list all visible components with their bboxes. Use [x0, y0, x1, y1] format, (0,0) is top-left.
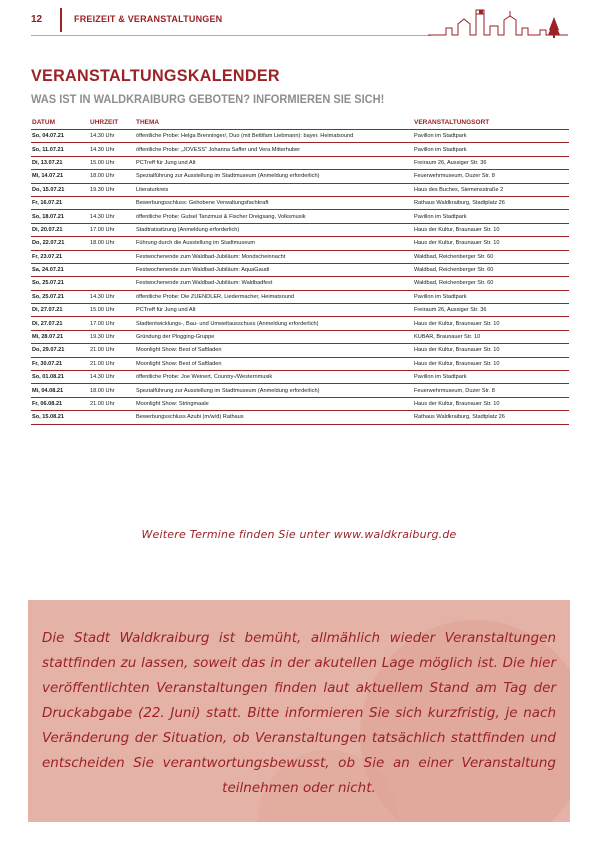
cell-location: Rathaus Waldkraiburg, Stadtplatz 26 [413, 196, 569, 209]
cell-date: So, 18.07.21 [31, 210, 89, 223]
table-row [31, 210, 569, 223]
cell-thema: Gründung der Plogging-Gruppe [135, 330, 413, 343]
cell-time: 15.00 Uhr [89, 304, 135, 317]
table-row [31, 277, 569, 290]
cell-date: Fr, 16.07.21 [31, 196, 89, 209]
cell-time [89, 411, 135, 424]
cell-thema: Stadtentwicklungs-, Bau- und Umweltausschuss (Anmeldung erforderlich) [135, 317, 413, 330]
cell-thema: Moonlight Show: Best of Saftladen [135, 344, 413, 357]
table-row [31, 143, 569, 156]
cell-date: Fr, 23.07.21 [31, 250, 89, 263]
table-row [31, 237, 569, 250]
cell-time: 14.30 Uhr [89, 143, 135, 156]
cell-location: Haus des Buches, Siemensstraße 2 [413, 183, 569, 196]
cell-time: 17.00 Uhr [89, 223, 135, 236]
header-uhrzeit: UHRZEIT [89, 117, 135, 130]
cell-thema: Moonlight Show: Stringmaale [135, 397, 413, 410]
cell-time: 14.30 Uhr [89, 210, 135, 223]
cell-date: Di, 20.07.21 [31, 223, 89, 236]
page-header [0, 0, 598, 40]
cell-location: Rathaus Waldkraiburg, Stadtplatz 26 [413, 411, 569, 424]
table-row [31, 344, 569, 357]
header-divider [60, 8, 62, 32]
cell-time: 14.30 Uhr [89, 130, 135, 143]
cell-thema: Festwochenende zum Waldbad-Jubiläum: AquaGaudi [135, 263, 413, 276]
table-row [31, 397, 569, 410]
cell-location: Haus der Kultur, Braunauer Str. 10 [413, 223, 569, 236]
cell-location: Feuerwehrmuseum, Duzer Str. 8 [413, 384, 569, 397]
cell-time: 21.00 Uhr [89, 344, 135, 357]
table-row [31, 156, 569, 169]
cell-thema: Spezialführung zur Ausstellung im Stadtmuseum (Anmeldung erforderlich) [135, 170, 413, 183]
cell-time [89, 263, 135, 276]
more-info-text: Weitere Termine finden Sie unter www.waldkraiburg.de [141, 528, 457, 541]
table-row [31, 183, 569, 196]
cell-location: Pavillon im Stadtpark [413, 290, 569, 303]
cell-thema: Festwochenende zum Waldbad-Jubiläum: Waldbadfest [135, 277, 413, 290]
table-row [31, 371, 569, 384]
section-title: FREIZEIT & VERANSTALTUNGEN [74, 14, 223, 24]
cell-date: Di, 13.07.21 [31, 156, 89, 169]
cell-location: Pavillon im Stadtpark [413, 371, 569, 384]
cell-date: Fr, 30.07.21 [31, 357, 89, 370]
cell-location: Feuerwehrmuseum, Duzer Str. 8 [413, 170, 569, 183]
cell-thema: Stadtratssitzung (Anmeldung erforderlich) [135, 223, 413, 236]
cell-location: Haus der Kultur, Braunauer Str. 10 [413, 317, 569, 330]
cell-date: So, 25.07.21 [31, 290, 89, 303]
cell-thema: Moonlight Show: Best of Saftladen [135, 357, 413, 370]
table-row [31, 411, 569, 424]
cell-location: Haus der Kultur, Braunauer Str. 10 [413, 357, 569, 370]
cell-date: Di, 27.07.21 [31, 304, 89, 317]
cell-thema: Literaturkreis [135, 183, 413, 196]
cell-time: 14.30 Uhr [89, 290, 135, 303]
cell-thema: Bewerbungsschluss: Gehobene Verwaltungsfachkraft [135, 196, 413, 209]
cell-thema: öffentliche Probe: Die ZUENDLER, Liedermacher, Heimatsound [135, 290, 413, 303]
cell-time: 19.30 Uhr [89, 183, 135, 196]
cell-date: Mi, 04.08.21 [31, 384, 89, 397]
cell-thema: öffentliche Probe: Gutsel Tanzmusi & Fischer Dreigsang, Volksmusik [135, 210, 413, 223]
cell-location: Freiraum 26, Aussiger Str. 36 [413, 156, 569, 169]
cell-time: 21.00 Uhr [89, 357, 135, 370]
cell-time: 17.00 Uhr [89, 317, 135, 330]
cell-location: Pavillon im Stadtpark [413, 210, 569, 223]
table-row [31, 330, 569, 343]
cell-thema: PCTreff für Jung und Alt [135, 156, 413, 169]
cell-location: Waldbad, Reichenberger Str. 60 [413, 250, 569, 263]
events-table [31, 117, 569, 425]
page-title: VERANSTALTUNGSKALENDER [31, 66, 280, 85]
cell-time: 21.00 Uhr [89, 397, 135, 410]
cell-date: Fr, 06.08.21 [31, 397, 89, 410]
notice-box [28, 600, 570, 822]
cell-thema: Führung durch die Ausstellung im Stadtmuseum [135, 237, 413, 250]
cell-date: Do, 22.07.21 [31, 237, 89, 250]
table-row [31, 384, 569, 397]
cell-location: KUBAR, Braunauer Str. 10 [413, 330, 569, 343]
cell-date: Mi, 28.07.21 [31, 330, 89, 343]
table-row [31, 304, 569, 317]
cell-time: 19.30 Uhr [89, 330, 135, 343]
header-rule [31, 35, 431, 36]
cell-date: So, 04.07.21 [31, 130, 89, 143]
cell-location: Haus der Kultur, Braunauer Str. 10 [413, 397, 569, 410]
cell-time: 18.00 Uhr [89, 237, 135, 250]
cell-time [89, 250, 135, 263]
notice-text: Die Stadt Waldkraiburg ist bemüht, allmählich wieder Veranstaltungen stattfinden zu lassen, soweit das in der akutellen Lage möglich ist. Die hier veröffentlichten Veranstaltungen finden laut aktuellem Stand am Tag der Druckabgabe (22. Juni) statt. Bitte informieren Sie sich kurzfristig, je nach Veränderung der Situation, ob Veranstaltungen tatsächlich stattfinden und entscheiden Sie verantwortungsbewusst, ob Sie an einer Veranstaltung teilnehmen oder nicht. [42, 630, 556, 796]
cell-location: Pavillon im Stadtpark [413, 130, 569, 143]
cell-location: Haus der Kultur, Braunauer Str. 10 [413, 344, 569, 357]
cell-date: So, 01.08.21 [31, 371, 89, 384]
cell-thema: öffentliche Probe: „JOVESS" Johanna Saffer und Vera Mitterhuber [135, 143, 413, 156]
cell-date: Di, 27.07.21 [31, 317, 89, 330]
table-row [31, 170, 569, 183]
cell-thema: Festwochenende zum Waldbad-Jubiläum: Mondscheinnacht [135, 250, 413, 263]
cell-thema: Bewerbungsschluss Azubi (m/w/d) Rathaus [135, 411, 413, 424]
cell-date: Sa, 24.07.21 [31, 263, 89, 276]
events-table-body [31, 130, 569, 425]
table-header-row [31, 117, 569, 130]
table-row [31, 223, 569, 236]
cell-time [89, 196, 135, 209]
table-row [31, 196, 569, 209]
cell-date: Mi, 14.07.21 [31, 170, 89, 183]
cell-thema: öffentliche Probe: Joe Weinert, Country-/Westernmusik [135, 371, 413, 384]
cell-time: 15.00 Uhr [89, 156, 135, 169]
cell-thema: öffentliche Probe: Helga Brenninger/, Duo (mit Bettifam Liebmann): bayer. Heimatsound [135, 130, 413, 143]
cell-location: Waldbad, Reichenberger Str. 60 [413, 263, 569, 276]
city-skyline-icon [428, 8, 568, 40]
cell-location: Pavillon im Stadtpark [413, 143, 569, 156]
cell-thema: PCTreff für Jung und Alt [135, 304, 413, 317]
cell-date: So, 15.08.21 [31, 411, 89, 424]
page-number: 12 [31, 14, 43, 25]
cell-time: 14.30 Uhr [89, 371, 135, 384]
cell-date: Do, 15.07.21 [31, 183, 89, 196]
cell-date: So, 25.07.21 [31, 277, 89, 290]
cell-date: So, 11.07.21 [31, 143, 89, 156]
cell-location: Haus der Kultur, Braunauer Str. 10 [413, 237, 569, 250]
table-row [31, 250, 569, 263]
header-thema: THEMA [135, 117, 413, 130]
cell-thema: Spezialführung zur Ausstellung im Stadtmuseum (Anmeldung erforderlich) [135, 384, 413, 397]
cell-time [89, 277, 135, 290]
cell-time: 18.00 Uhr [89, 170, 135, 183]
table-row [31, 357, 569, 370]
cell-time: 18.00 Uhr [89, 384, 135, 397]
cell-location: Freiraum 26, Aussiger Str. 36 [413, 304, 569, 317]
table-row [31, 317, 569, 330]
table-row [31, 130, 569, 143]
cell-location: Waldbad, Reichenberger Str. 60 [413, 277, 569, 290]
header-ort: VERANSTALTUNGSORT [413, 117, 569, 130]
table-row [31, 263, 569, 276]
page-subtitle: WAS IST IN WALDKRAIBURG GEBOTEN? INFORMIEREN SIE SICH! [31, 92, 385, 106]
cell-date: Do, 29.07.21 [31, 344, 89, 357]
table-row [31, 290, 569, 303]
header-datum: DATUM [31, 117, 89, 130]
